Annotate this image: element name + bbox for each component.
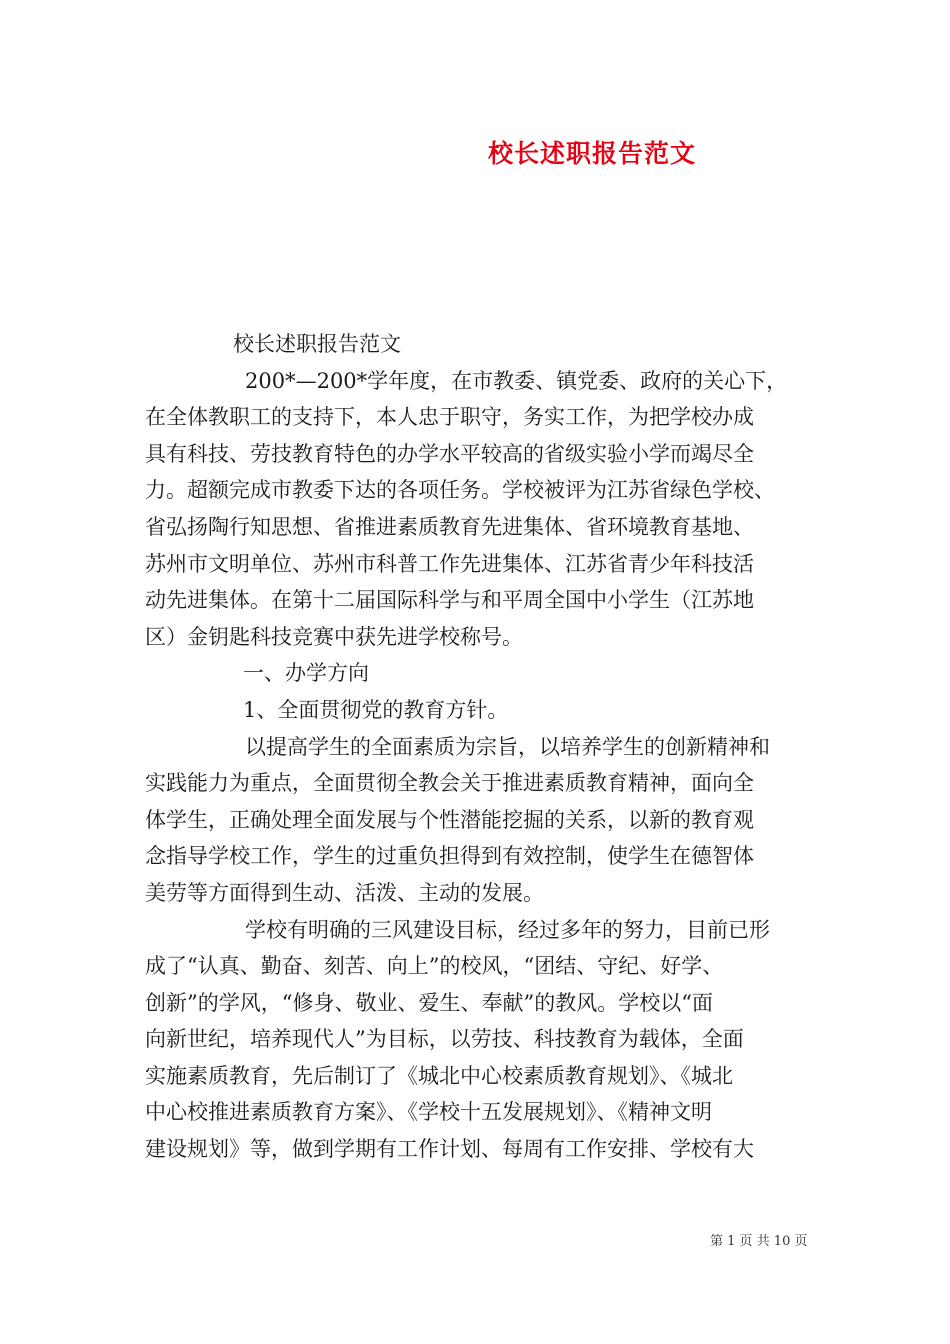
paragraph-line: 美劳等方面得到生动、活泼、主动的发展。 [145, 880, 544, 905]
page-title: 校长述职报告范文 [488, 139, 697, 168]
paragraph-line: 向新世纪，培养现代人”为目标，以劳技、科技教育为载体，全面 [145, 1027, 744, 1052]
paragraph-line: 省弘扬陶行知思想、省推进素质教育先进集体、省环境教育基地、 [145, 514, 754, 539]
paragraph-line: 体学生，正确处理全面发展与个性潜能挖掘的关系，以新的教育观 [145, 807, 754, 832]
paragraph-line: 苏州市文明单位、苏州市科普工作先进集体、江苏省青少年科技活 [145, 551, 754, 576]
paragraph-line: 实施素质教育，先后制订了《城北中心校素质教育规划》、《城北 [145, 1063, 733, 1088]
body-subtitle: 校长述职报告范文 [233, 332, 401, 356]
document-body [145, 326, 825, 1168]
paragraph-line: 区）金钥匙科技竞赛中获先进学校称号。 [145, 624, 523, 649]
paragraph-line: 在全体教职工的支持下，本人忠于职守，务实工作，为把学校办成 [145, 405, 754, 430]
paragraph-line: 实践能力为重点，全面贯彻全教会关于推进素质教育精神，面向全 [145, 771, 754, 796]
paragraph-line: 力。超额完成市教委下达的各项任务。学校被评为江苏省绿色学校、 [145, 478, 775, 503]
paragraph-line: 中心校推进素质教育方案》、《学校十五发展规划》、《精神文明 [145, 1100, 712, 1125]
section-heading: 一、办学方向 [243, 661, 369, 686]
paragraph-line: 念指导学校工作，学生的过重负担得到有效控制，使学生在德智体 [145, 844, 754, 869]
paragraph-line: 200*—200*学年度，在市教委、镇党委、政府的关心下， [245, 368, 788, 393]
subsection-heading: 1、全面贯彻党的教育方针。 [243, 697, 509, 722]
paragraph-line: 成了“认真、勤奋、刻苦、向上”的校风，“团结、守纪、好学、 [145, 954, 724, 979]
paragraph-line: 创新”的学风，“修身、敬业、爱生、奉献”的教风。学校以“面 [145, 990, 713, 1015]
paragraph-line: 具有科技、劳技教育特色的办学水平较高的省级实验小学而竭尽全 [145, 441, 754, 466]
page-number: 第 1 页 共 10 页 [710, 1234, 808, 1249]
paragraph-line: 以提高学生的全面素质为宗旨，以培养学生的创新精神和 [245, 734, 770, 759]
paragraph-line: 动先进集体。在第十二届国际科学与和平周全国中小学生（江苏地 [145, 588, 754, 613]
paragraph-line: 建设规划》等，做到学期有工作计划、每周有工作安排、学校有大 [145, 1137, 754, 1162]
paragraph-line: 学校有明确的三风建设目标，经过多年的努力，目前已形 [245, 917, 770, 942]
